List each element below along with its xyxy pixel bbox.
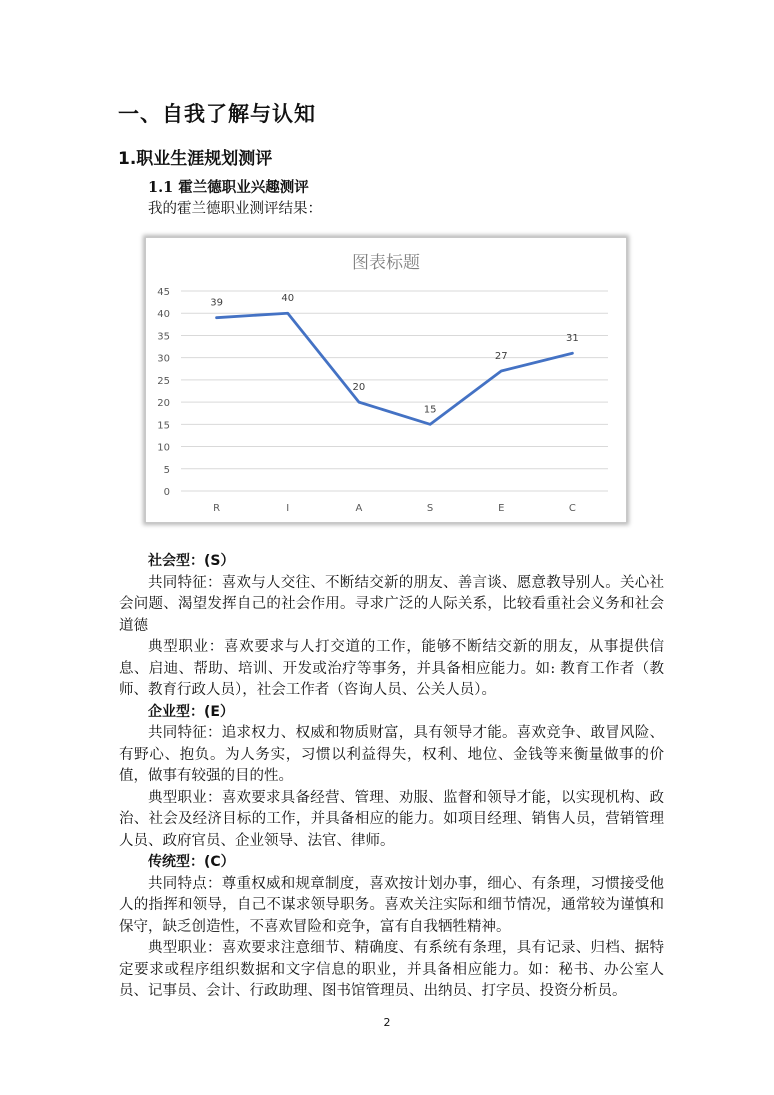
section-paragraph: 共同特点：尊重权威和规章制度，喜欢按计划办事，细心、有条理，习惯接受他人的指挥和领导，自己不谋求领导职务。喜欢关注实际和细节情况，通常较为谨慎和保守，缺乏创造性，不喜欢冒险和竞争，富有自我牺牲精神。 [119, 875, 664, 935]
section-paragraph: 共同特征：喜欢与人交往、不断结交新的朋友、善言谈、愿意教导别人。关心社会问题、渴望发挥自己的社会作用。寻求广泛的人际关系，比较看重社会义务和社会道德 [119, 574, 664, 634]
x-tick-label: A [355, 503, 363, 514]
data-label: 20 [352, 382, 366, 394]
chart-title: 图表标题 [352, 253, 420, 273]
y-tick-label: 20 [157, 398, 170, 410]
section-title-social: 社会型：(S） [148, 553, 235, 569]
series-line [217, 313, 573, 424]
data-label: 39 [210, 297, 223, 309]
x-tick-label: S [426, 503, 434, 514]
y-tick-label: 25 [157, 375, 170, 387]
section-paragraph: 典型职业：喜欢要求注意细节、精确度、有系统有条理，具有记录、归档、据特定要求或程序组织数据和文字信息的职业，并具备相应能力。如：秘书、办公室人员、记事员、会计、行政助理、图书馆管理员、出纳员、打字员、投资分析员。 [119, 940, 664, 999]
section-title-conventional: 传统型：(C） [148, 854, 235, 870]
holland-chart [145, 237, 627, 523]
heading-self-understanding: 一、自我了解与认知 [118, 102, 316, 126]
y-tick-label: 5 [163, 464, 170, 476]
section-paragraph: 共同特征：追求权力、权威和物质财富，具有领导才能。喜欢竞争、敢冒风险、有野心、抱负。为人务实，习惯以利益得失，权利、地位、金钱等来衡量做事的价值，做事有较强的目的性。 [119, 725, 664, 784]
section-paragraph: 典型职业：喜欢要求具备经营、管理、劝服、监督和领导才能，以实现机构、政治、社会及经济目标的工作，并具备相应的能力。如项目经理、销售人员，营销管理人员、政府官员、企业领导、法官、律师。 [119, 789, 664, 849]
data-label: 31 [566, 333, 579, 345]
data-label: 40 [281, 293, 295, 305]
y-tick-label: 35 [157, 331, 170, 343]
x-tick-label: E [498, 503, 505, 514]
y-tick-label: 15 [157, 420, 170, 432]
body-text [119, 551, 664, 1003]
heading-holland-test: 1.1 霍兰德职业兴趣测评 [148, 179, 309, 196]
page-number: 2 [383, 1016, 391, 1029]
y-tick-label: 0 [163, 487, 170, 498]
y-tick-label: 45 [157, 287, 170, 298]
y-tick-label: 30 [157, 353, 170, 365]
section-title-enterprising: 企业型：(E） [148, 703, 234, 720]
x-tick-label: R [213, 503, 221, 514]
chart-svg [146, 238, 626, 522]
data-label: 27 [494, 351, 508, 362]
y-tick-label: 10 [157, 442, 170, 454]
data-label: 15 [423, 404, 437, 416]
y-tick-label: 40 [157, 309, 170, 321]
intro-text: 我的霍兰德职业测评结果： [148, 201, 322, 217]
heading-career-assessment: 1.职业生涯规划测评 [118, 149, 273, 169]
x-tick-label: I [286, 503, 290, 514]
x-tick-label: C [568, 503, 576, 514]
section-paragraph: 典型职业：喜欢要求与人打交道的工作，能够不断结交新的朋友，从事提供信息、启迪、帮助、培训、开发或治疗等事务，并具备相应能力。如: 教育工作者（教师、教育行政人员），社会工作者（咨询人员、公关人员）。 [119, 639, 664, 698]
